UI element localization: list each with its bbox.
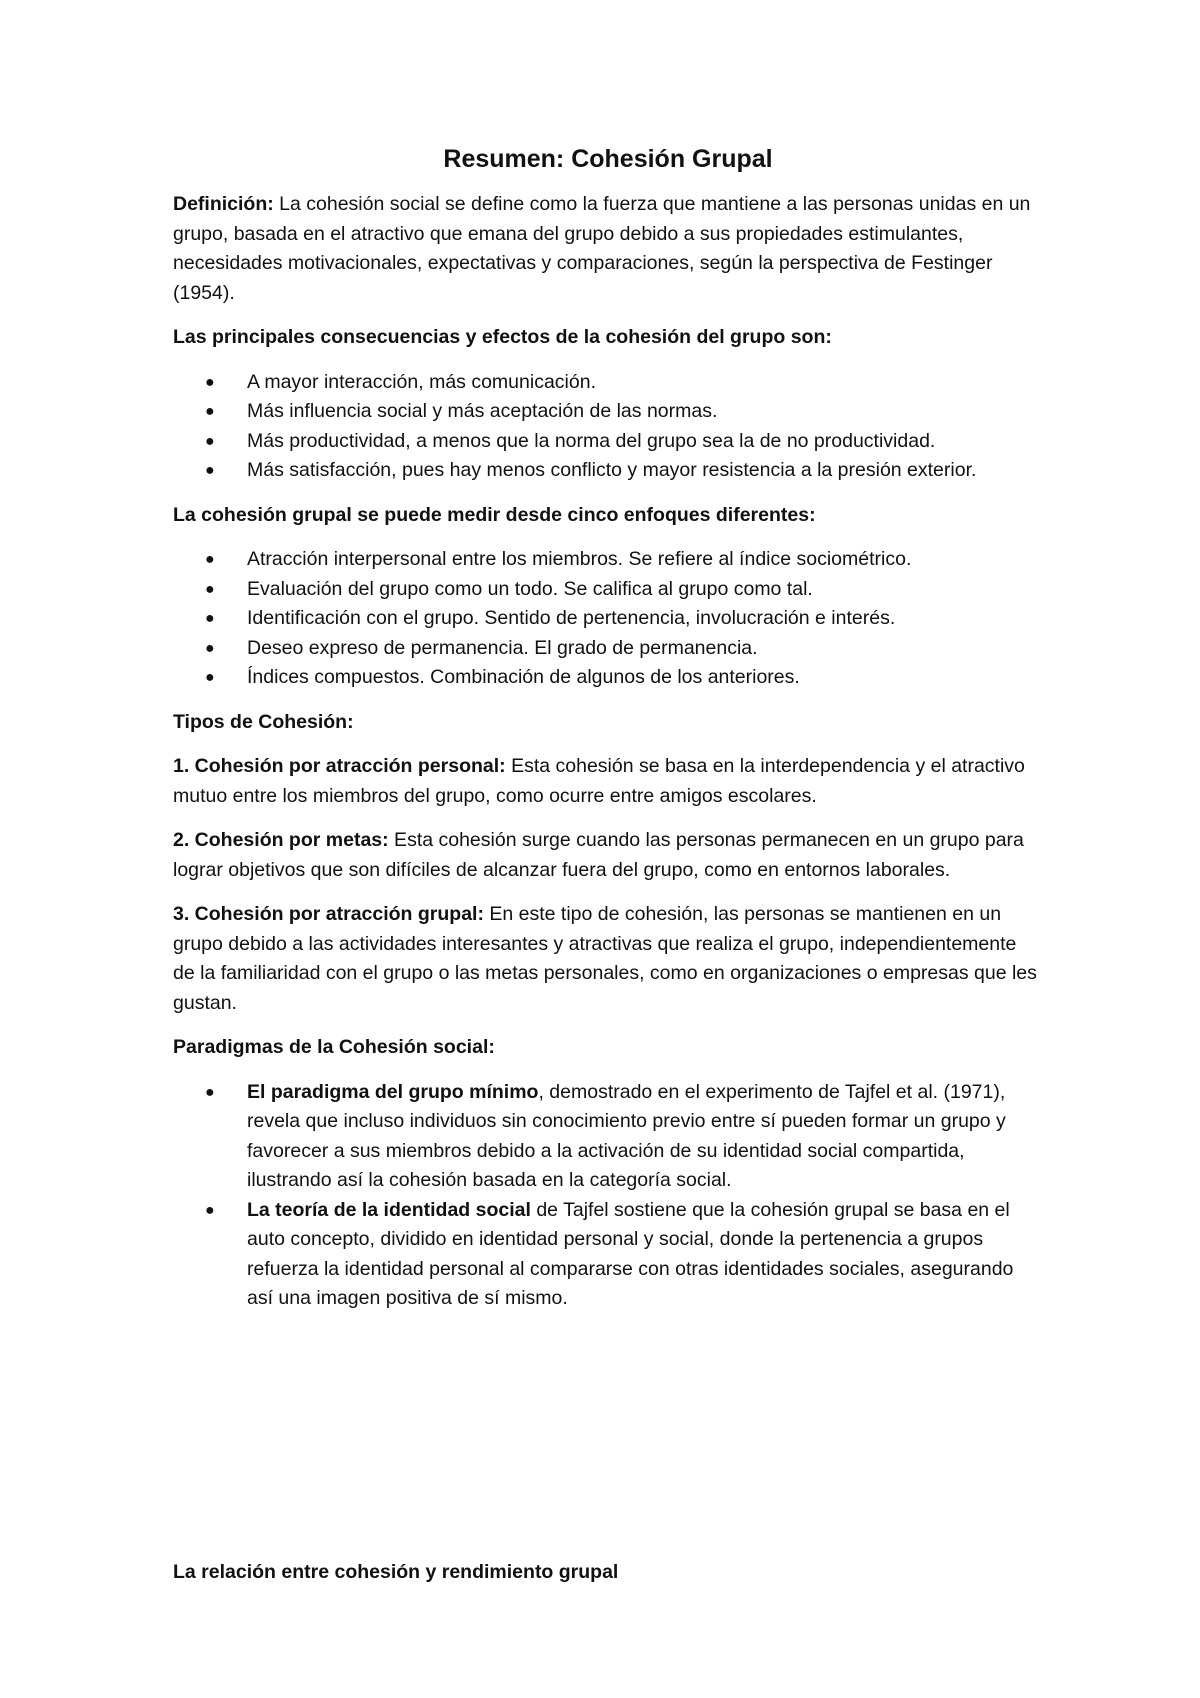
paradigms-heading: Paradigmas de la Cohesión social: — [173, 1036, 495, 1058]
type-paragraph: 3. Cohesión por atracción grupal: En este tipo de cohesión, las personas se mantienen en un grupo debido a las actividades interesantes y atractivas que realiza el grupo, independientemente de la familiaridad con el grupo o las metas personales, como en organizaciones o empresas que les gustan. — [173, 903, 1037, 1014]
type-paragraph: 2. Cohesión por metas: Esta cohesión surge cuando las personas permanecen en un grupo para lograr objetivos que son difíciles de alcanzar fuera del grupo, como en entornos laborales. — [173, 829, 1024, 881]
consequences-heading: Las principales consecuencias y efectos de la cohesión del grupo son: — [173, 326, 832, 348]
bullet-icon: ● — [205, 580, 215, 598]
definition-label: Definición: — [173, 193, 274, 215]
measurement-heading: La cohesión grupal se puede medir desde cinco enfoques diferentes: — [173, 503, 816, 526]
list-item: ● Evaluación del grupo como un todo. Se califica al grupo como tal. — [247, 575, 1043, 605]
list-item: ● Más influencia social y más aceptación de las normas. — [247, 397, 1043, 427]
bullet-icon: ● — [205, 669, 215, 686]
bullet-icon: ● — [205, 1083, 215, 1101]
bullet-icon: ● — [205, 373, 215, 391]
bullet-icon: ● — [205, 403, 215, 420]
list-item: ● Atracción interpersonal entre los miembros. Se refiere al índice sociométrico. — [247, 545, 1043, 575]
list-item: ● Índices compuestos. Combinación de algunos de los anteriores. — [247, 663, 1043, 693]
bullet-icon: ● — [205, 610, 215, 627]
list-item: ● El paradigma del grupo mínimo, demostrado en el experimento de Tajfel et al. (1971), revela que incluso individuos sin conocimiento previo entre sí pueden formar un grupo y favorecer a sus miembros debido a la activación de su identidad social compartida, ilustrando así la cohesión basada en la categoría social. — [247, 1078, 1043, 1196]
list-item: ● La teoría de la identidad social de Tajfel sostiene que la cohesión grupal se basa en el auto concepto, dividido en identidad personal y social, donde la pertenencia a grupos refuerza la identidad personal al compararse con otras identidades sociales, asegurando así una imagen positiva de sí mismo. — [247, 1196, 1043, 1314]
consequences-list — [173, 368, 1043, 486]
bullet-icon: ● — [205, 462, 215, 479]
list-item: ● A mayor interacción, más comunicación. — [247, 368, 1043, 398]
list-item: ● Más satisfacción, pues hay menos conflicto y mayor resistencia a la presión exterior. — [247, 456, 1043, 486]
list-item: ● Identificación con el grupo. Sentido de pertenencia, involucración e interés. — [247, 604, 1043, 634]
definition-text: La cohesión social se define como la fuerza que mantiene a las personas unidas en un grupo, basada en el atractivo que emana del grupo debido a sus propiedades estimulantes, necesidades motivacionales, expectativas y comparaciones, según la perspectiva de Festinger (1954). — [173, 193, 1031, 304]
bullet-icon: ● — [205, 432, 215, 450]
types-heading: Tipos de Cohesión: — [173, 710, 354, 733]
type-paragraph: 1. Cohesión por atracción personal: Esta cohesión se basa en la interdependencia y el atractivo mutuo entre los miembros del grupo, como ocurre entre amigos escolares. — [173, 755, 1025, 807]
document-content — [173, 142, 1043, 1329]
page-title: Resumen: Cohesión Grupal — [443, 145, 773, 173]
paradigms-list — [173, 1078, 1043, 1314]
list-item: ● Deseo expreso de permanencia. El grado de permanencia. — [247, 634, 1043, 664]
list-item: ● Más productividad, a menos que la norma del grupo sea la de no productividad. — [247, 427, 1043, 457]
bullet-icon: ● — [205, 1201, 215, 1219]
bullet-icon: ● — [205, 551, 215, 568]
bullet-icon: ● — [205, 639, 215, 657]
final-section-heading: La relación entre cohesión y rendimiento grupal — [173, 1561, 619, 1583]
measurement-list — [173, 545, 1043, 693]
definition-paragraph — [173, 190, 1043, 308]
